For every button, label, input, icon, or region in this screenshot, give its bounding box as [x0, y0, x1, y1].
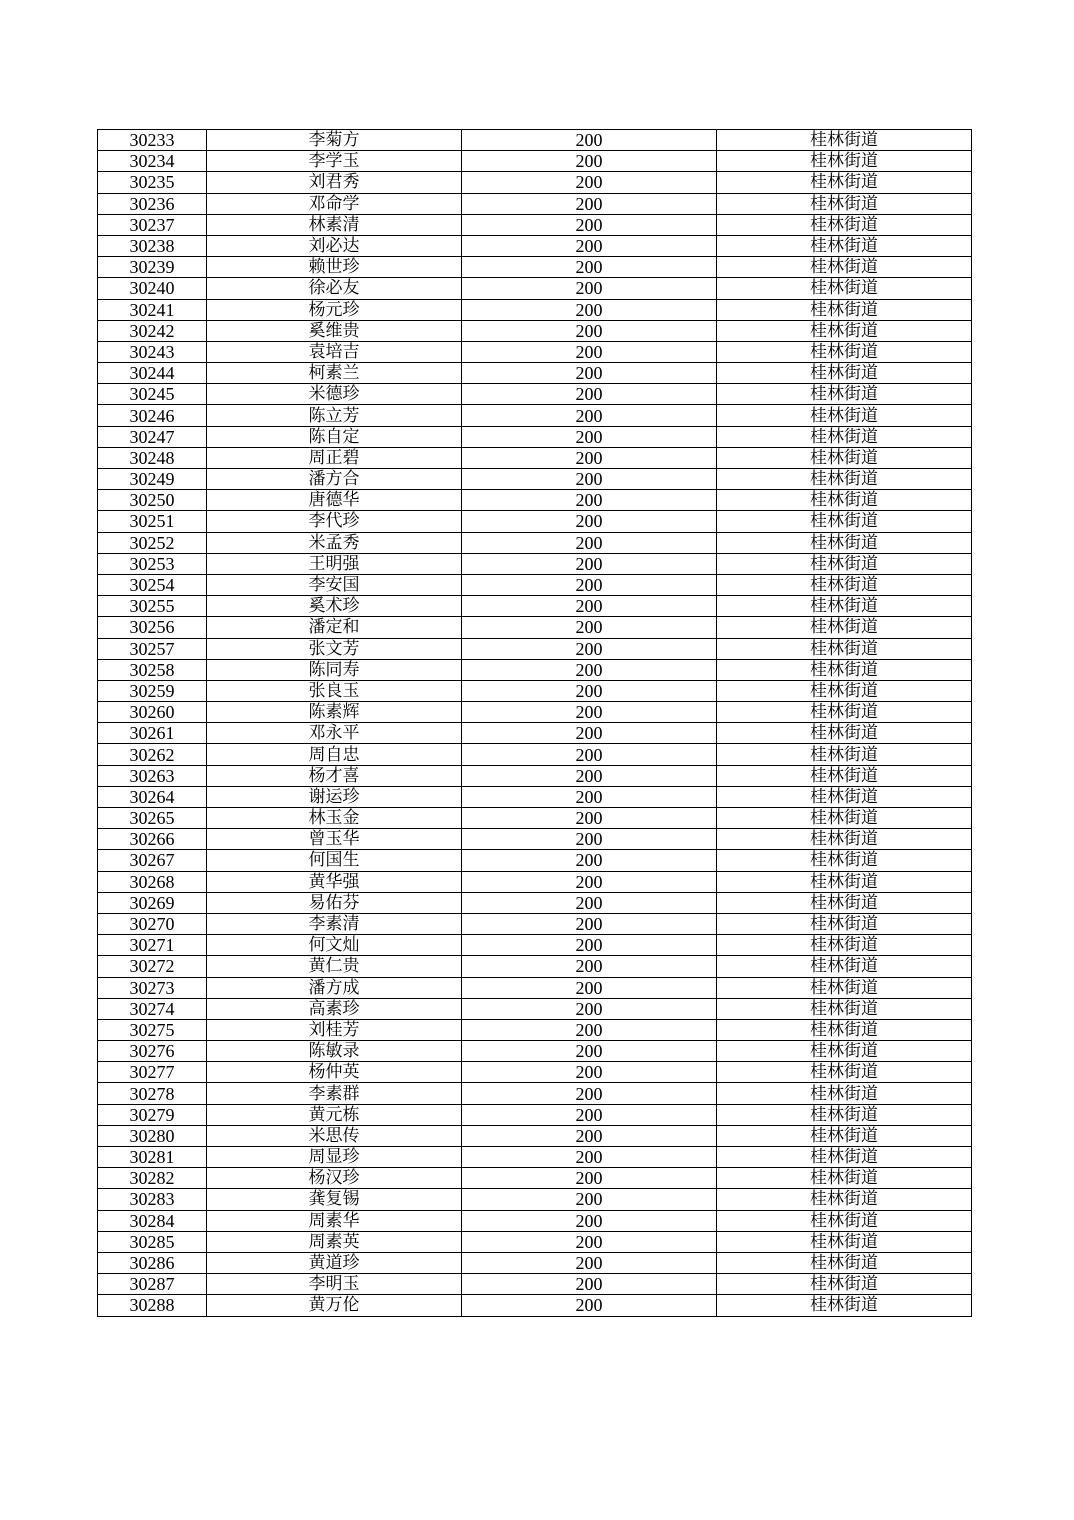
- subdistrict-cell: 桂林街道: [717, 1295, 972, 1316]
- amount-cell: 200: [462, 511, 717, 532]
- name-cell: 王明强: [207, 553, 462, 574]
- subdistrict-cell: 桂林街道: [717, 786, 972, 807]
- subdistrict-cell: 桂林街道: [717, 1125, 972, 1146]
- subdistrict-cell: 桂林街道: [717, 553, 972, 574]
- subdistrict-cell: 桂林街道: [717, 278, 972, 299]
- serial-number-cell: 30243: [98, 341, 207, 362]
- table-row: [98, 1210, 972, 1231]
- table-row: [98, 574, 972, 595]
- table-row: [98, 638, 972, 659]
- subdistrict-cell: 桂林街道: [717, 257, 972, 278]
- amount-cell: 200: [462, 998, 717, 1019]
- amount-cell: 200: [462, 299, 717, 320]
- name-cell: 周素华: [207, 1210, 462, 1231]
- serial-number-cell: 30264: [98, 786, 207, 807]
- serial-number-cell: 30287: [98, 1274, 207, 1295]
- name-cell: 陈同寿: [207, 659, 462, 680]
- name-cell: 李明玉: [207, 1274, 462, 1295]
- serial-number-cell: 30273: [98, 977, 207, 998]
- serial-number-cell: 30237: [98, 214, 207, 235]
- subdistrict-cell: 桂林街道: [717, 808, 972, 829]
- table-row: [98, 405, 972, 426]
- amount-cell: 200: [462, 426, 717, 447]
- serial-number-cell: 30250: [98, 490, 207, 511]
- subdistrict-cell: 桂林街道: [717, 299, 972, 320]
- amount-cell: 200: [462, 1295, 717, 1316]
- subdistrict-cell: 桂林街道: [717, 511, 972, 532]
- subdistrict-cell: 桂林街道: [717, 341, 972, 362]
- serial-number-cell: 30256: [98, 617, 207, 638]
- name-cell: 刘桂芳: [207, 1019, 462, 1040]
- serial-number-cell: 30278: [98, 1083, 207, 1104]
- table-row: [98, 808, 972, 829]
- table-row: [98, 469, 972, 490]
- subdistrict-cell: 桂林街道: [717, 172, 972, 193]
- subdistrict-cell: 桂林街道: [717, 426, 972, 447]
- name-cell: 刘君秀: [207, 172, 462, 193]
- name-cell: 黄仁贵: [207, 956, 462, 977]
- table-row: [98, 850, 972, 871]
- table-row: [98, 130, 972, 151]
- name-cell: 李代珍: [207, 511, 462, 532]
- serial-number-cell: 30246: [98, 405, 207, 426]
- serial-number-cell: 30233: [98, 130, 207, 151]
- amount-cell: 200: [462, 723, 717, 744]
- subdistrict-cell: 桂林街道: [717, 871, 972, 892]
- amount-cell: 200: [462, 977, 717, 998]
- name-cell: 黄华强: [207, 871, 462, 892]
- subdistrict-cell: 桂林街道: [717, 1083, 972, 1104]
- name-cell: 张文芳: [207, 638, 462, 659]
- serial-number-cell: 30266: [98, 829, 207, 850]
- subdistrict-cell: 桂林街道: [717, 744, 972, 765]
- name-cell: 龚复锡: [207, 1189, 462, 1210]
- subdistrict-cell: 桂林街道: [717, 1147, 972, 1168]
- serial-number-cell: 30236: [98, 193, 207, 214]
- serial-number-cell: 30271: [98, 935, 207, 956]
- amount-cell: 200: [462, 151, 717, 172]
- amount-cell: 200: [462, 1274, 717, 1295]
- subdistrict-cell: 桂林街道: [717, 235, 972, 256]
- subdistrict-cell: 桂林街道: [717, 469, 972, 490]
- amount-cell: 200: [462, 1041, 717, 1062]
- amount-cell: 200: [462, 363, 717, 384]
- amount-cell: 200: [462, 235, 717, 256]
- table-body: [98, 130, 972, 1317]
- name-cell: 李学玉: [207, 151, 462, 172]
- subdistrict-cell: 桂林街道: [717, 363, 972, 384]
- table-row: [98, 214, 972, 235]
- amount-cell: 200: [462, 786, 717, 807]
- name-cell: 陈素辉: [207, 702, 462, 723]
- serial-number-cell: 30254: [98, 574, 207, 595]
- table-row: [98, 935, 972, 956]
- amount-cell: 200: [462, 1083, 717, 1104]
- amount-cell: 200: [462, 384, 717, 405]
- serial-number-cell: 30277: [98, 1062, 207, 1083]
- name-cell: 奚术珍: [207, 596, 462, 617]
- subdistrict-cell: 桂林街道: [717, 574, 972, 595]
- serial-number-cell: 30279: [98, 1104, 207, 1125]
- amount-cell: 200: [462, 1019, 717, 1040]
- serial-number-cell: 30239: [98, 257, 207, 278]
- table-row: [98, 1295, 972, 1316]
- name-cell: 米孟秀: [207, 532, 462, 553]
- serial-number-cell: 30245: [98, 384, 207, 405]
- amount-cell: 200: [462, 447, 717, 468]
- subdistrict-cell: 桂林街道: [717, 384, 972, 405]
- name-cell: 米思传: [207, 1125, 462, 1146]
- amount-cell: 200: [462, 1147, 717, 1168]
- name-cell: 林素清: [207, 214, 462, 235]
- subdistrict-cell: 桂林街道: [717, 1210, 972, 1231]
- amount-cell: 200: [462, 172, 717, 193]
- amount-cell: 200: [462, 469, 717, 490]
- amount-cell: 200: [462, 913, 717, 934]
- subdistrict-cell: 桂林街道: [717, 680, 972, 701]
- serial-number-cell: 30244: [98, 363, 207, 384]
- name-cell: 何国生: [207, 850, 462, 871]
- name-cell: 杨仲英: [207, 1062, 462, 1083]
- amount-cell: 200: [462, 850, 717, 871]
- subdistrict-cell: 桂林街道: [717, 956, 972, 977]
- name-cell: 邓命学: [207, 193, 462, 214]
- table-row: [98, 384, 972, 405]
- table-row: [98, 151, 972, 172]
- subdistrict-cell: 桂林街道: [717, 130, 972, 151]
- table-row: [98, 659, 972, 680]
- table-row: [98, 617, 972, 638]
- amount-cell: 200: [462, 1104, 717, 1125]
- serial-number-cell: 30283: [98, 1189, 207, 1210]
- table-row: [98, 490, 972, 511]
- amount-cell: 200: [462, 680, 717, 701]
- subdistrict-cell: 桂林街道: [717, 1104, 972, 1125]
- name-cell: 林玉金: [207, 808, 462, 829]
- serial-number-cell: 30288: [98, 1295, 207, 1316]
- name-cell: 赖世珍: [207, 257, 462, 278]
- amount-cell: 200: [462, 532, 717, 553]
- data-table: [97, 129, 972, 1317]
- subdistrict-cell: 桂林街道: [717, 913, 972, 934]
- amount-cell: 200: [462, 744, 717, 765]
- subdistrict-cell: 桂林街道: [717, 892, 972, 913]
- amount-cell: 200: [462, 1189, 717, 1210]
- table-row: [98, 299, 972, 320]
- serial-number-cell: 30247: [98, 426, 207, 447]
- amount-cell: 200: [462, 193, 717, 214]
- table-row: [98, 892, 972, 913]
- serial-number-cell: 30267: [98, 850, 207, 871]
- serial-number-cell: 30255: [98, 596, 207, 617]
- serial-number-cell: 30280: [98, 1125, 207, 1146]
- amount-cell: 200: [462, 808, 717, 829]
- table-row: [98, 1147, 972, 1168]
- table-row: [98, 956, 972, 977]
- table-row: [98, 320, 972, 341]
- amount-cell: 200: [462, 935, 717, 956]
- table-row: [98, 1062, 972, 1083]
- amount-cell: 200: [462, 1231, 717, 1252]
- subdistrict-cell: 桂林街道: [717, 638, 972, 659]
- table-row: [98, 596, 972, 617]
- table-row: [98, 363, 972, 384]
- subdistrict-cell: 桂林街道: [717, 617, 972, 638]
- name-cell: 杨才喜: [207, 765, 462, 786]
- name-cell: 米德珍: [207, 384, 462, 405]
- table-row: [98, 1104, 972, 1125]
- serial-number-cell: 30274: [98, 998, 207, 1019]
- serial-number-cell: 30234: [98, 151, 207, 172]
- serial-number-cell: 30265: [98, 808, 207, 829]
- subdistrict-cell: 桂林街道: [717, 447, 972, 468]
- serial-number-cell: 30285: [98, 1231, 207, 1252]
- name-cell: 袁培吉: [207, 341, 462, 362]
- amount-cell: 200: [462, 829, 717, 850]
- subdistrict-cell: 桂林街道: [717, 765, 972, 786]
- table-row: [98, 1125, 972, 1146]
- name-cell: 唐德华: [207, 490, 462, 511]
- serial-number-cell: 30270: [98, 913, 207, 934]
- subdistrict-cell: 桂林街道: [717, 1062, 972, 1083]
- amount-cell: 200: [462, 257, 717, 278]
- subdistrict-cell: 桂林街道: [717, 977, 972, 998]
- serial-number-cell: 30269: [98, 892, 207, 913]
- table-row: [98, 341, 972, 362]
- amount-cell: 200: [462, 617, 717, 638]
- serial-number-cell: 30248: [98, 447, 207, 468]
- subdistrict-cell: 桂林街道: [717, 1231, 972, 1252]
- subdistrict-cell: 桂林街道: [717, 490, 972, 511]
- amount-cell: 200: [462, 892, 717, 913]
- name-cell: 周正碧: [207, 447, 462, 468]
- serial-number-cell: 30253: [98, 553, 207, 574]
- name-cell: 黄元栋: [207, 1104, 462, 1125]
- serial-number-cell: 30281: [98, 1147, 207, 1168]
- table-row: [98, 426, 972, 447]
- table-row: [98, 553, 972, 574]
- table-row: [98, 1189, 972, 1210]
- name-cell: 陈敏录: [207, 1041, 462, 1062]
- amount-cell: 200: [462, 214, 717, 235]
- table-row: [98, 447, 972, 468]
- serial-number-cell: 30282: [98, 1168, 207, 1189]
- name-cell: 周显珍: [207, 1147, 462, 1168]
- subdistrict-cell: 桂林街道: [717, 193, 972, 214]
- amount-cell: 200: [462, 1062, 717, 1083]
- name-cell: 杨汉珍: [207, 1168, 462, 1189]
- serial-number-cell: 30272: [98, 956, 207, 977]
- table-row: [98, 680, 972, 701]
- amount-cell: 200: [462, 490, 717, 511]
- name-cell: 周自忠: [207, 744, 462, 765]
- name-cell: 黄道珍: [207, 1252, 462, 1273]
- amount-cell: 200: [462, 405, 717, 426]
- amount-cell: 200: [462, 553, 717, 574]
- serial-number-cell: 30257: [98, 638, 207, 659]
- name-cell: 柯素兰: [207, 363, 462, 384]
- subdistrict-cell: 桂林街道: [717, 405, 972, 426]
- table-row: [98, 257, 972, 278]
- table-row: [98, 1252, 972, 1273]
- name-cell: 曾玉华: [207, 829, 462, 850]
- subdistrict-cell: 桂林街道: [717, 935, 972, 956]
- table-row: [98, 871, 972, 892]
- serial-number-cell: 30261: [98, 723, 207, 744]
- table-row: [98, 998, 972, 1019]
- table-row: [98, 235, 972, 256]
- table-row: [98, 829, 972, 850]
- name-cell: 张良玉: [207, 680, 462, 701]
- serial-number-cell: 30262: [98, 744, 207, 765]
- subdistrict-cell: 桂林街道: [717, 214, 972, 235]
- subdistrict-cell: 桂林街道: [717, 850, 972, 871]
- table-row: [98, 1041, 972, 1062]
- amount-cell: 200: [462, 871, 717, 892]
- amount-cell: 200: [462, 638, 717, 659]
- table-row: [98, 977, 972, 998]
- amount-cell: 200: [462, 320, 717, 341]
- amount-cell: 200: [462, 574, 717, 595]
- table-row: [98, 744, 972, 765]
- serial-number-cell: 30251: [98, 511, 207, 532]
- subdistrict-cell: 桂林街道: [717, 723, 972, 744]
- amount-cell: 200: [462, 702, 717, 723]
- name-cell: 邓永平: [207, 723, 462, 744]
- table-row: [98, 172, 972, 193]
- name-cell: 易佑芬: [207, 892, 462, 913]
- table-row: [98, 1168, 972, 1189]
- name-cell: 潘方成: [207, 977, 462, 998]
- name-cell: 徐必友: [207, 278, 462, 299]
- name-cell: 周素英: [207, 1231, 462, 1252]
- name-cell: 潘方合: [207, 469, 462, 490]
- subdistrict-cell: 桂林街道: [717, 1274, 972, 1295]
- serial-number-cell: 30259: [98, 680, 207, 701]
- name-cell: 杨元珍: [207, 299, 462, 320]
- serial-number-cell: 30241: [98, 299, 207, 320]
- amount-cell: 200: [462, 278, 717, 299]
- amount-cell: 200: [462, 1210, 717, 1231]
- subdistrict-cell: 桂林街道: [717, 596, 972, 617]
- subdistrict-cell: 桂林街道: [717, 1189, 972, 1210]
- table-row: [98, 511, 972, 532]
- subdistrict-cell: 桂林街道: [717, 829, 972, 850]
- subdistrict-cell: 桂林街道: [717, 1252, 972, 1273]
- serial-number-cell: 30258: [98, 659, 207, 680]
- name-cell: 李菊方: [207, 130, 462, 151]
- name-cell: 李素清: [207, 913, 462, 934]
- name-cell: 何文灿: [207, 935, 462, 956]
- serial-number-cell: 30235: [98, 172, 207, 193]
- table-row: [98, 723, 972, 744]
- table-row: [98, 278, 972, 299]
- table-row: [98, 193, 972, 214]
- subdistrict-cell: 桂林街道: [717, 532, 972, 553]
- table-row: [98, 765, 972, 786]
- subdistrict-cell: 桂林街道: [717, 151, 972, 172]
- amount-cell: 200: [462, 956, 717, 977]
- table-row: [98, 913, 972, 934]
- amount-cell: 200: [462, 1252, 717, 1273]
- serial-number-cell: 30275: [98, 1019, 207, 1040]
- serial-number-cell: 30249: [98, 469, 207, 490]
- table-row: [98, 1083, 972, 1104]
- name-cell: 陈立芳: [207, 405, 462, 426]
- name-cell: 刘必达: [207, 235, 462, 256]
- name-cell: 李素群: [207, 1083, 462, 1104]
- subdistrict-cell: 桂林街道: [717, 1168, 972, 1189]
- amount-cell: 200: [462, 341, 717, 362]
- subdistrict-cell: 桂林街道: [717, 659, 972, 680]
- serial-number-cell: 30252: [98, 532, 207, 553]
- amount-cell: 200: [462, 659, 717, 680]
- amount-cell: 200: [462, 130, 717, 151]
- table-row: [98, 532, 972, 553]
- serial-number-cell: 30240: [98, 278, 207, 299]
- table-row: [98, 1274, 972, 1295]
- serial-number-cell: 30242: [98, 320, 207, 341]
- name-cell: 潘定和: [207, 617, 462, 638]
- name-cell: 奚维贵: [207, 320, 462, 341]
- subdistrict-cell: 桂林街道: [717, 1041, 972, 1062]
- serial-number-cell: 30268: [98, 871, 207, 892]
- subdistrict-cell: 桂林街道: [717, 320, 972, 341]
- amount-cell: 200: [462, 1168, 717, 1189]
- amount-cell: 200: [462, 765, 717, 786]
- serial-number-cell: 30284: [98, 1210, 207, 1231]
- amount-cell: 200: [462, 1125, 717, 1146]
- serial-number-cell: 30276: [98, 1041, 207, 1062]
- serial-number-cell: 30263: [98, 765, 207, 786]
- table-row: [98, 702, 972, 723]
- name-cell: 陈自定: [207, 426, 462, 447]
- amount-cell: 200: [462, 596, 717, 617]
- serial-number-cell: 30286: [98, 1252, 207, 1273]
- subdistrict-cell: 桂林街道: [717, 998, 972, 1019]
- serial-number-cell: 30238: [98, 235, 207, 256]
- serial-number-cell: 30260: [98, 702, 207, 723]
- subdistrict-cell: 桂林街道: [717, 702, 972, 723]
- subdistrict-cell: 桂林街道: [717, 1019, 972, 1040]
- table-row: [98, 1231, 972, 1252]
- name-cell: 高素珍: [207, 998, 462, 1019]
- name-cell: 李安国: [207, 574, 462, 595]
- name-cell: 谢运珍: [207, 786, 462, 807]
- table-row: [98, 786, 972, 807]
- name-cell: 黄万伦: [207, 1295, 462, 1316]
- table-row: [98, 1019, 972, 1040]
